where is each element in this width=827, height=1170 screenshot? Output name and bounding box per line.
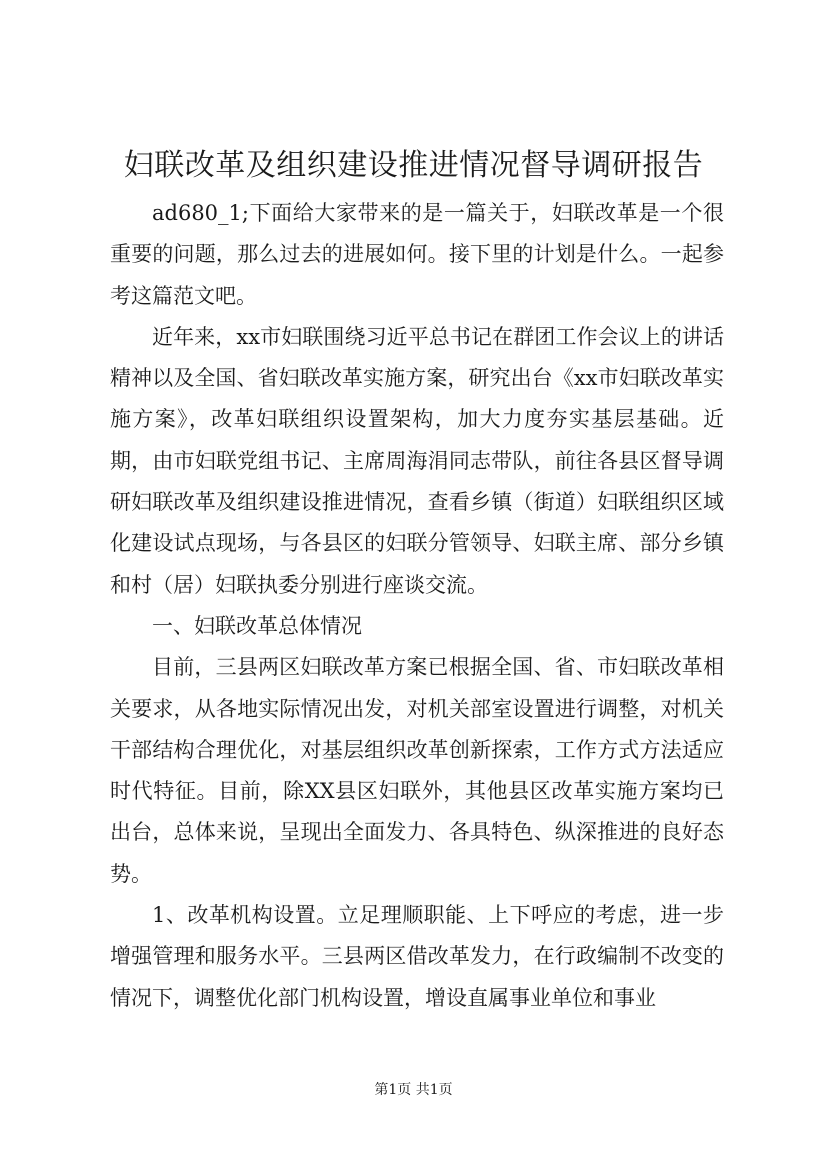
document-title: 妇联改革及组织建设推进情况督导调研报告 xyxy=(123,148,704,183)
paragraph-background: 近年来，xx市妇联围绕习近平总书记在群团工作会议上的讲话精神以及全国、省妇联改革实施方案，研究出台《xx市妇联改革实施方案》，改革妇联组织设置架构，加大力度夯实基层基础。近期，由市妇联党组书记、主席周海涓同志带队，前往各县区督导调研妇联改革及组织建设推进情况，查看乡镇（街道）妇联组织区域化建设试点现场，与各县区的妇联分管领导、妇联主席、部分乡镇和村（居）妇联执委分别进行座谈交流。 xyxy=(110,324,724,597)
page-footer: 第1页 共1页 xyxy=(374,1082,453,1098)
document-body xyxy=(110,193,724,1019)
paragraph-intro: ad680_1;下面给大家带来的是一篇关于，妇联改革是一个很重要的问题，那么过去的进展如何。接下里的计划是什么。一起参考这篇范文吧。 xyxy=(110,201,724,308)
section-heading-overall: 一、妇联改革总体情况 xyxy=(152,613,362,638)
paragraph-institution-setup: 1、改革机构设置。立足理顺职能、上下呼应的考虑，进一步增强管理和服务水平。三县两区借改革发力，在行政编制不改变的情况下，调整优化部门机构设置，增设直属事业单位和事业 xyxy=(110,903,724,1010)
paragraph-overall: 目前，三县两区妇联改革方案已根据全国、省、市妇联改革相关要求，从各地实际情况出发，对机关部室设置进行调整，对机关干部结构合理优化，对基层组织改革创新探索，工作方式方法适应时代特征。目前，除XX县区妇联外，其他县区改革实施方案均已出台，总体来说，呈现出全面发力、各具特色、纵深推进的良好态势。 xyxy=(110,655,724,886)
